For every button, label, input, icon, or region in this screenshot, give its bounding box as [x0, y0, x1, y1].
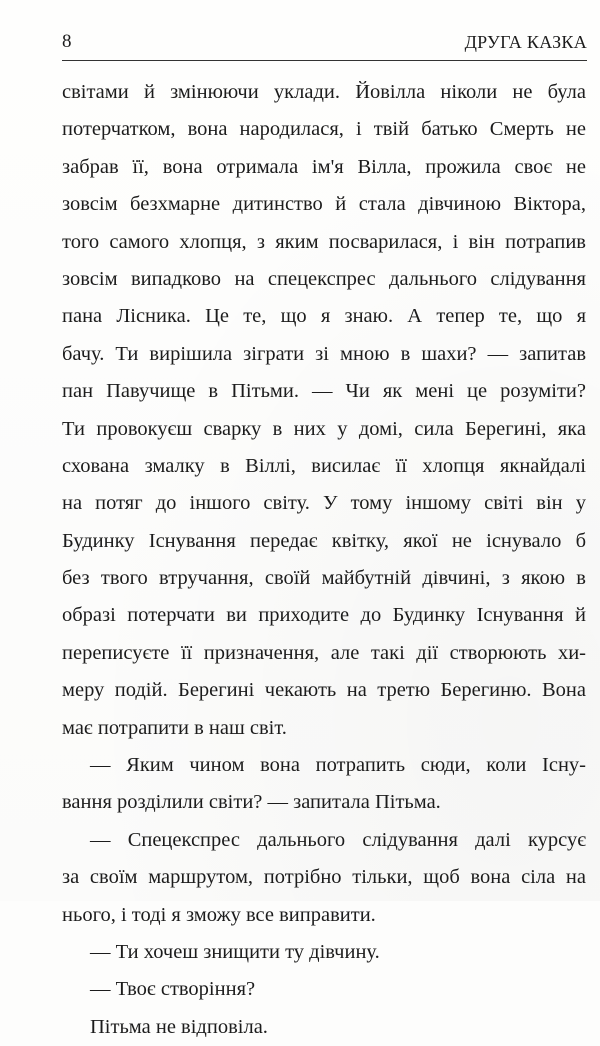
text-line: Ти провокуєш сварку в них у домі, сила Берегині, яка — [62, 417, 586, 440]
text-line: потерчатком, вона народилася, і твій батько Смерть не — [62, 118, 586, 141]
text-line: на потяг до іншого світу. У тому іншому світі він у — [62, 492, 586, 515]
text-line: меру подій. Берегині чекають на третю Берегиню. Вона — [62, 679, 586, 702]
dialogue-line: — Яким чином вона потрапить сюди, коли Існу- — [90, 754, 586, 777]
text-line: пана Лісника. Це те, що я знаю. А тепер те, що я — [62, 305, 586, 328]
text-line: за своїм маршрутом, потрібно тільки, щоб вона сіла на — [62, 866, 586, 889]
text-line: того самого хлопця, з яким посварилася, і він потрапив — [62, 230, 586, 253]
chapter-title: ДРУГА КАЗКА — [464, 32, 587, 52]
header-divider — [62, 60, 587, 61]
text-line: нього, і тоді я зможу все виправити. — [62, 903, 376, 926]
text-line: забрав її, вона отримала ім'я Вілла, прожила своє не — [62, 155, 586, 178]
page-number: 8 — [62, 31, 72, 52]
text-line: бачу. Ти вирішила зіграти зі мною в шахи? — запитав — [62, 342, 586, 365]
dialogue-line: — Твоє створіння? — [90, 978, 256, 1001]
dialogue-line: — Спецекспрес дальнього слідування далі курсує — [90, 828, 586, 851]
text-line: Пітьма не відповіла. — [90, 1015, 268, 1038]
dialogue-line: — Ти хочеш знищити ту дівчину. — [90, 940, 380, 963]
text-line: світами й змінюючи уклади. Йовілла ніколи не була — [62, 81, 586, 103]
text-line: вання розділили світи? — запитала Пітьма. — [62, 791, 441, 814]
text-line: має потрапити в наш світ. — [62, 716, 287, 739]
text-line: пан Павучище в Пітьми. — Чи як мені це розуміти? — [62, 380, 586, 403]
text-line: переписуєте її призначення, але такі дії створюють хи- — [62, 641, 586, 664]
text-line: образі потерчати ви приходите до Будинку Існування й — [62, 604, 586, 627]
text-line: без твого втручання, своїй майбутній дівчині, з якою в — [62, 567, 586, 590]
running-head — [62, 31, 587, 61]
body-text — [62, 74, 586, 1046]
text-line: схована змалку в Віллі, висилає її хлопця якнайдалі — [62, 454, 586, 477]
text-line: зовсім випадково на спецекспрес дальнього слідування — [62, 267, 586, 290]
text-line: Будинку Існування передає квітку, якої не існувало б — [62, 529, 586, 552]
text-line: зовсім безхмарне дитинство й стала дівчиною Віктора, — [62, 193, 586, 216]
